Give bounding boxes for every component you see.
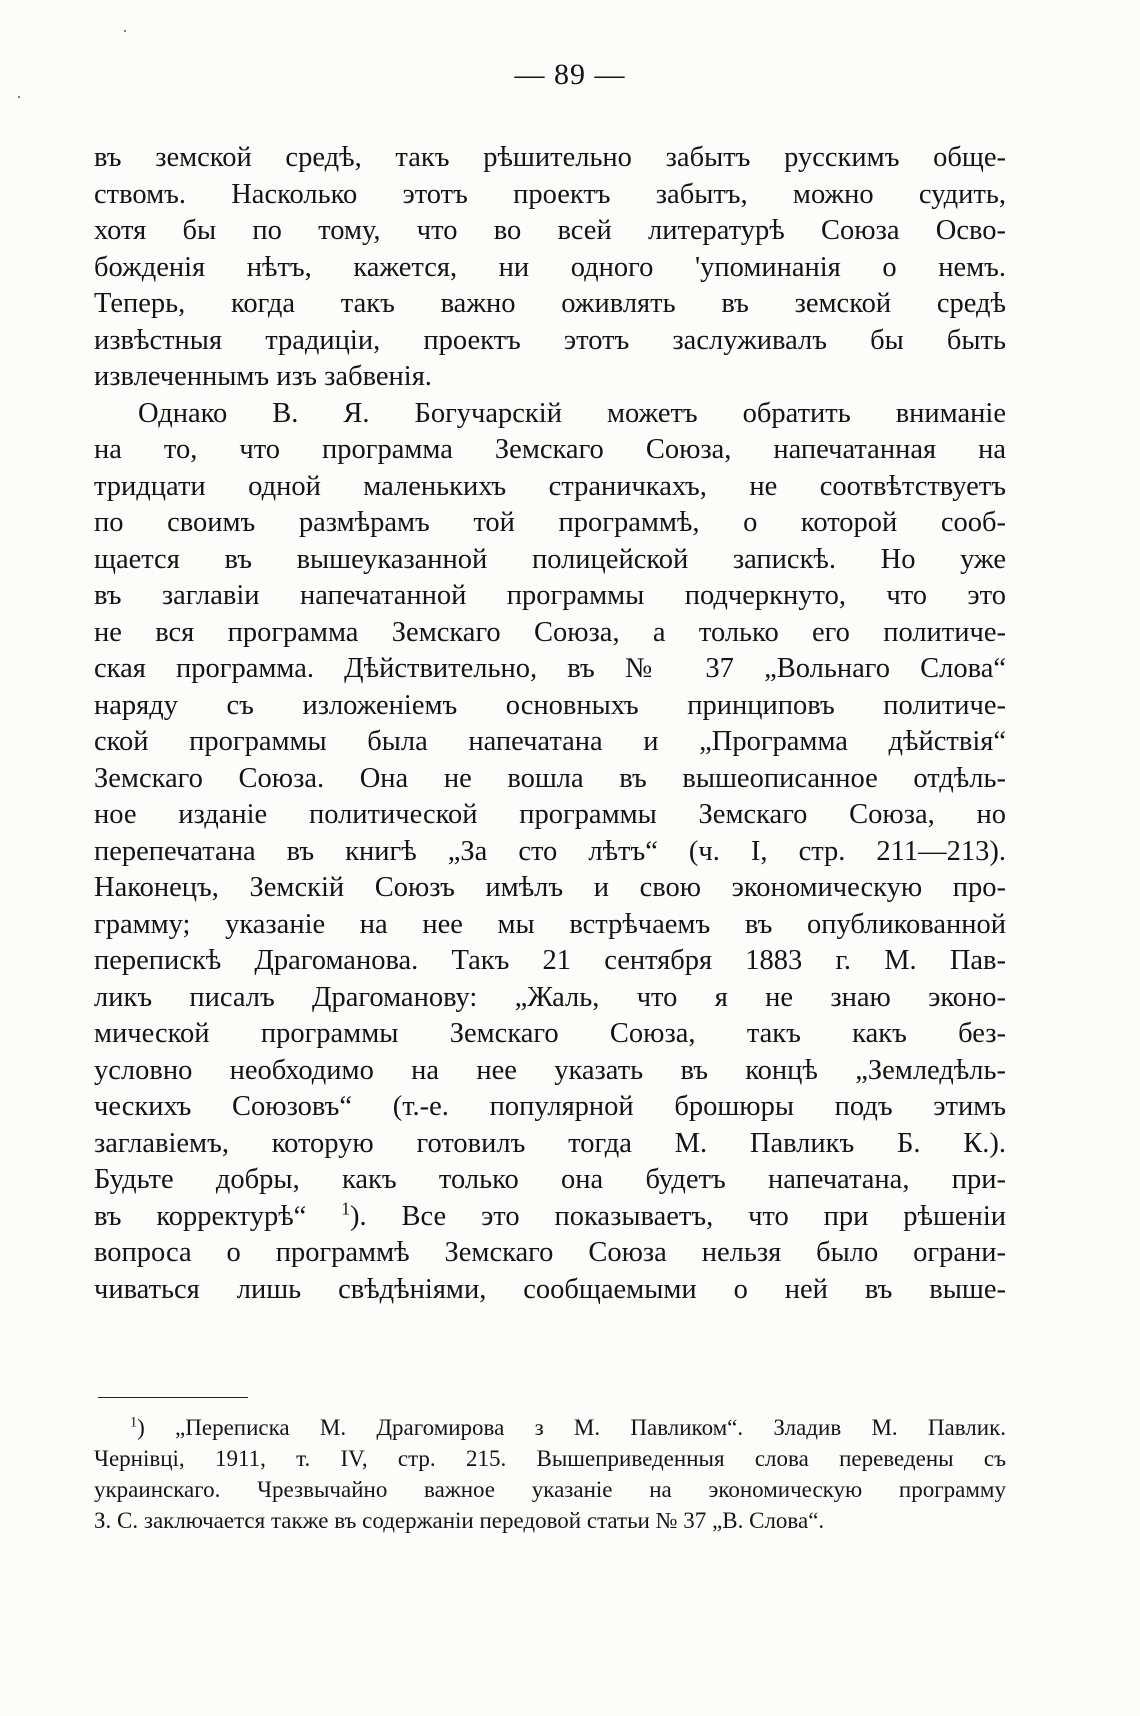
footnotes: [94, 1412, 1006, 1536]
text-line: въ заглавіи напечатанной программы подчеркнуто, что это: [94, 580, 1006, 611]
text-line: въ земской средѣ, такъ рѣшительно забытъ русскимъ обще-: [94, 142, 1006, 173]
text-line: извѣстныя традиціи, проектъ этотъ заслуживалъ бы быть: [94, 324, 1006, 356]
text-run: въ корректурѣ“: [94, 1200, 342, 1232]
text-line: Однако В. Я. Богучарскій можетъ обратить вниманіе: [138, 397, 1006, 429]
text-line: условно необходимо на нее указать въ концѣ „Земледѣль-: [94, 1054, 1006, 1086]
footnote-rule: [98, 1397, 248, 1398]
text-line: ствомъ. Насколько этотъ проектъ забытъ, можно судить,: [94, 178, 1006, 210]
text-line: не вся программа Земскаго Союза, а только его политиче-: [94, 616, 1006, 648]
text-line: Теперь, когда такъ важно оживлять въ земской средѣ: [94, 288, 1006, 319]
text-line: заглавіемъ, которую готовилъ тогда М. Павликъ Б. К.).: [94, 1127, 1006, 1159]
text-line: вопроса о программѣ Земскаго Союза нельзя было ограни-: [94, 1237, 1006, 1268]
text-line: чиваться лишь свѣдѣніями, сообщаемыми о ней въ выше-: [94, 1273, 1006, 1305]
footnote-marker: 1: [130, 1414, 138, 1431]
footnote-ref: 1: [341, 1198, 351, 1218]
text-line: Земскаго Союза. Она не вошла въ вышеописанное отдѣль-: [94, 762, 1006, 794]
text-run: ). Все это показываетъ, что при рѣшеніи: [350, 1200, 1006, 1232]
text-line: наряду съ изложеніемъ основныхъ принциповъ политиче-: [94, 689, 1006, 721]
text-line: щается въ вышеуказанной полицейской запискѣ. Но уже: [94, 543, 1006, 575]
text-line: ликъ писалъ Драгоманову: „Жаль, что я не знаю эконо-: [94, 981, 1006, 1013]
text-line: хотя бы по тому, что во всей литературѣ Союза Осво-: [94, 215, 1006, 246]
text-run: ) „Переписка М. Драгомирова з М. Павликом“. Зладив М. Павлик.: [137, 1415, 1006, 1440]
text-line: грамму; указаніе на нее мы встрѣчаемъ въ опубликованной: [94, 908, 1006, 940]
scan-speck: [124, 30, 126, 32]
text-line: тридцати одной маленькихъ страничкахъ, не соотвѣтствуетъ: [94, 470, 1006, 502]
text-line: на то, что программа Земскаго Союза, напечатанная на: [94, 434, 1006, 465]
text-line: извлеченнымъ изъ забвенія.: [94, 361, 432, 392]
text-line: ческихъ Союзовъ“ (т.-е. популярной брошюры подъ этимъ: [94, 1091, 1006, 1122]
text-line: ное изданіе политической программы Земскаго Союза, но: [94, 799, 1006, 830]
text-line: божденія нѣтъ, кажется, ни одного 'упоминанія о немъ.: [94, 251, 1006, 283]
text-line: [94, 1199, 1006, 1236]
page-number: — 89 —: [514, 58, 626, 91]
text-line: ская программа. Дѣйствительно, въ № 37 „Вольнаго Слова“: [94, 653, 1006, 684]
scan-speck: [18, 96, 20, 98]
text-line: Будьте добры, какъ только она будетъ напечатана, при-: [94, 1164, 1006, 1195]
body-text: [94, 140, 1006, 1308]
text-line: мической программы Земскаго Союза, такъ какъ без-: [94, 1018, 1006, 1049]
footnote-line: Чернівці, 1911, т. IV, стр. 215. Вышеприведенныя слова переведены съ: [94, 1446, 1006, 1471]
footnote-line: [94, 1412, 1006, 1443]
footnote-line: З. С. заключается также въ содержаніи передовой статьи № 37 „В. Слова“.: [94, 1508, 825, 1533]
text-line: Наконецъ, Земскій Союзъ имѣлъ и свою экономическую про-: [94, 872, 1006, 903]
text-line: по своимъ размѣрамъ той программѣ, о которой сооб-: [94, 507, 1006, 538]
text-line: перепечатана въ книгѣ „За сто лѣтъ“ (ч. I, стр. 211—213).: [94, 835, 1006, 867]
text-line: перепискѣ Драгоманова. Такъ 21 сентября 1883 г. М. Пав-: [94, 945, 1006, 976]
footnote-line: украинскаго. Чрезвычайно важное указаніе на экономическую программу: [94, 1477, 1006, 1502]
text-line: ской программы была напечатана и „Программа дѣйствія“: [94, 726, 1006, 757]
